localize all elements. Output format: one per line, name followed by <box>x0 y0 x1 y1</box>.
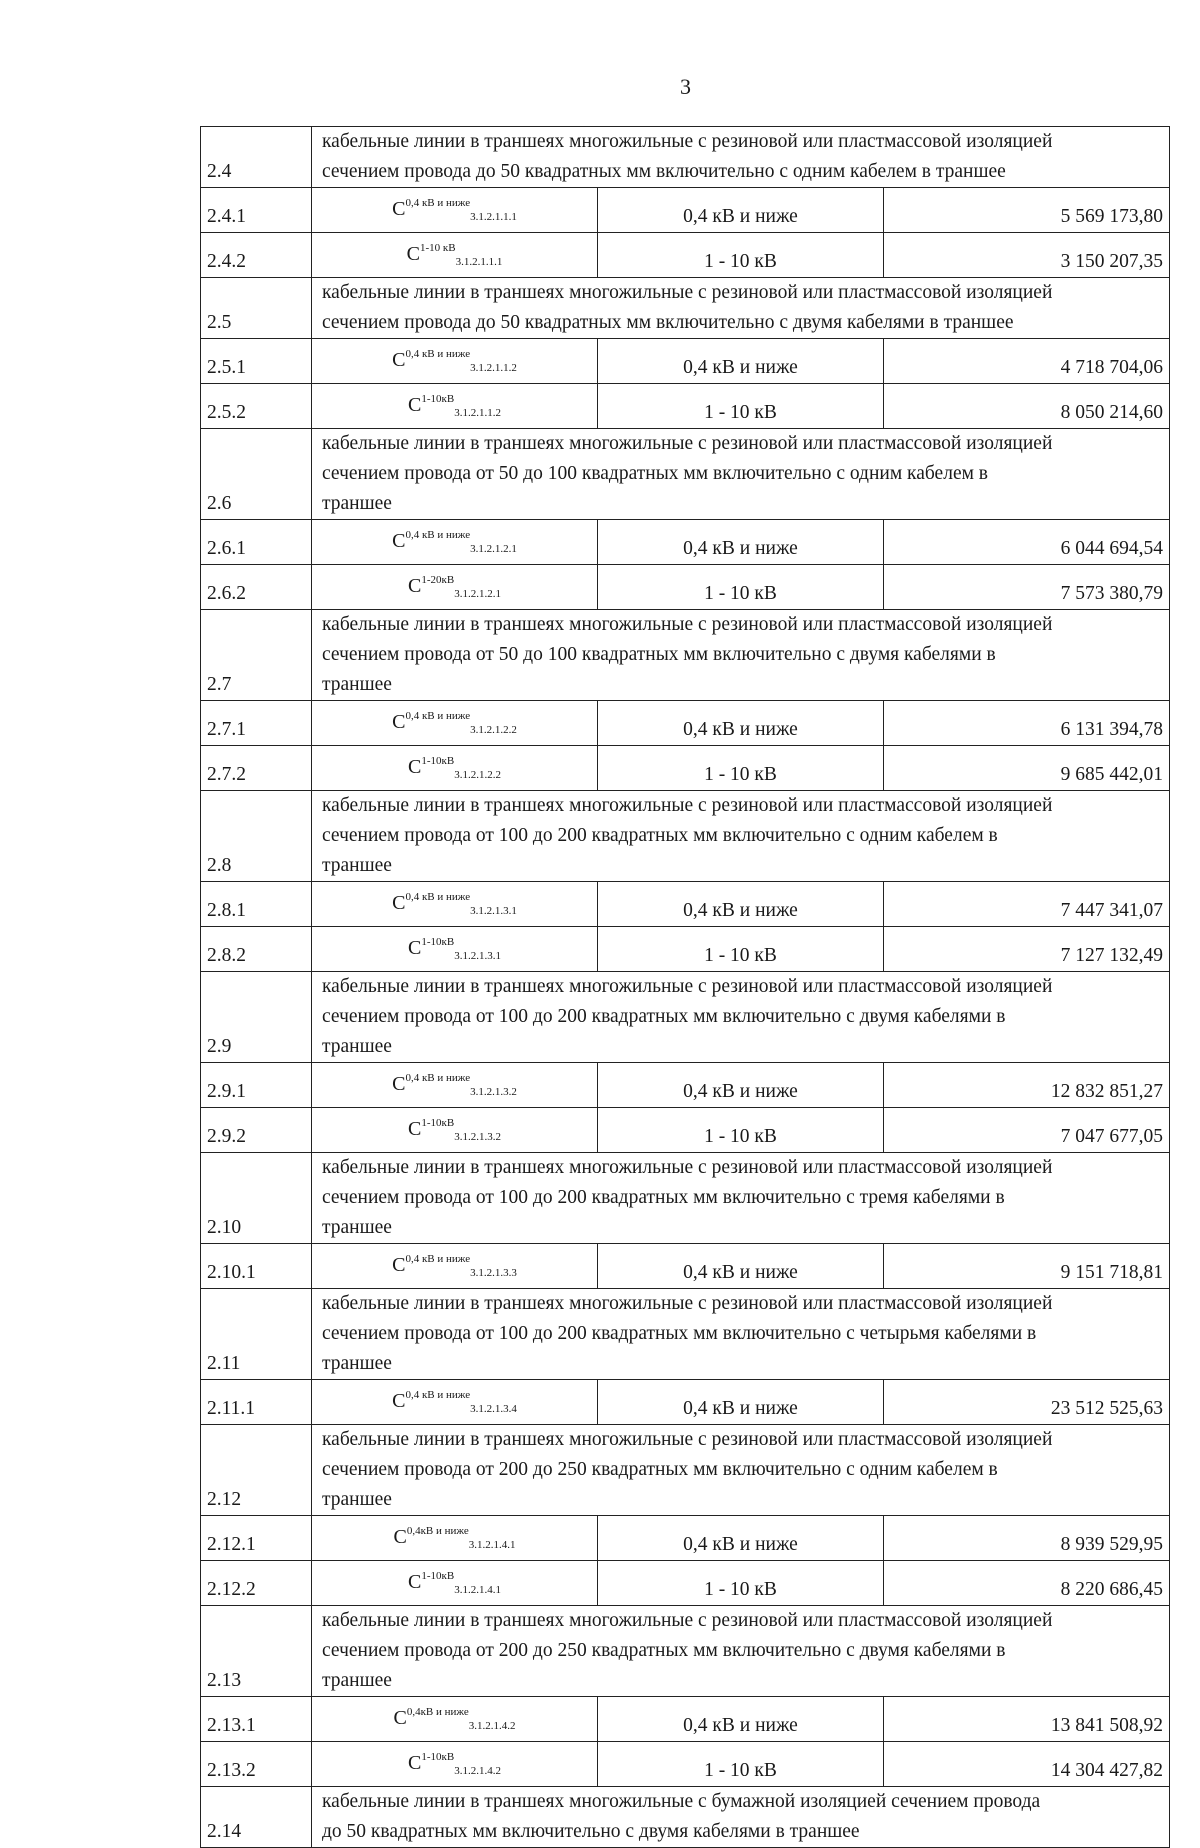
rate-symbol: C <box>393 1526 407 1548</box>
rate-value: 14 304 427,82 <box>884 1742 1170 1787</box>
section-description-line: сечением провода от 100 до 200 квадратных мм включительно с двумя кабелями в <box>322 1006 1006 1027</box>
section-description-line: траншее <box>322 1036 392 1057</box>
rate-designation <box>312 339 598 384</box>
rate-subscript: 3.1.2.1.3.1 <box>470 905 517 917</box>
section-description <box>312 1425 1170 1516</box>
rate-value: 7 127 132,49 <box>884 927 1170 972</box>
row-number: 2.4.1 <box>201 188 312 233</box>
tariff-row <box>201 233 1170 278</box>
rate-superscript: 1-10кВ <box>421 1117 455 1129</box>
section-description <box>312 1787 1170 1848</box>
tariff-row <box>201 746 1170 791</box>
tariff-row <box>201 1516 1170 1561</box>
rate-symbol: C <box>408 575 422 597</box>
section-description-line: до 50 квадратных мм включительно с двумя кабелями в траншее <box>322 1821 860 1842</box>
rate-value: 13 841 508,92 <box>884 1697 1170 1742</box>
rate-value: 8 050 214,60 <box>884 384 1170 429</box>
rate-designation <box>312 746 598 791</box>
voltage-level: 0,4 кВ и ниже <box>598 701 884 746</box>
rate-value: 8 220 686,45 <box>884 1561 1170 1606</box>
tariff-row <box>201 927 1170 972</box>
rate-designation <box>312 1742 598 1787</box>
row-number: 2.13.1 <box>201 1697 312 1742</box>
rate-designation <box>312 701 598 746</box>
section-description-line: сечением провода от 200 до 250 квадратных мм включительно с двумя кабелями в <box>322 1640 1006 1661</box>
section-description-line: траншее <box>322 674 392 695</box>
section-number: 2.13 <box>201 1606 312 1697</box>
rate-value: 6 131 394,78 <box>884 701 1170 746</box>
section-description <box>312 1606 1170 1697</box>
rate-subscript: 3.1.2.1.3.1 <box>454 950 501 962</box>
rate-symbol: C <box>408 1118 422 1140</box>
section-header-row <box>201 1787 1170 1848</box>
rate-value: 12 832 851,27 <box>884 1063 1170 1108</box>
tariff-row <box>201 1742 1170 1787</box>
rate-symbol: C <box>392 349 406 371</box>
rate-symbol: C <box>392 1073 406 1095</box>
section-description-line: кабельные линии в траншеях многожильные с бумажной изоляцией сечением провода <box>322 1791 1041 1812</box>
section-description-line: сечением провода от 100 до 200 квадратных мм включительно с одним кабелем в <box>322 825 998 846</box>
tariff-row <box>201 565 1170 610</box>
rate-designation <box>312 188 598 233</box>
rate-superscript: 1-10 кВ <box>419 242 456 254</box>
rate-symbol: C <box>392 530 406 552</box>
row-number: 2.6.1 <box>201 520 312 565</box>
rate-symbol: C <box>392 1390 406 1412</box>
row-number: 2.13.2 <box>201 1742 312 1787</box>
voltage-level: 1 - 10 кВ <box>598 384 884 429</box>
rate-subscript: 3.1.2.1.1.1 <box>455 256 503 268</box>
row-number: 2.10.1 <box>201 1244 312 1289</box>
section-header-row <box>201 278 1170 339</box>
rate-superscript: 0,4 кВ и ниже <box>405 529 471 541</box>
voltage-level: 1 - 10 кВ <box>598 927 884 972</box>
section-header-row <box>201 429 1170 520</box>
rate-subscript: 3.1.2.1.1.2 <box>454 407 501 419</box>
section-description-line: кабельные линии в траншеях многожильные с резиновой или пластмассовой изоляцией <box>322 1610 1053 1631</box>
voltage-level: 0,4 кВ и ниже <box>598 520 884 565</box>
voltage-level: 0,4 кВ и ниже <box>598 1244 884 1289</box>
rate-value: 5 569 173,80 <box>884 188 1170 233</box>
section-description-line: сечением провода от 100 до 200 квадратных мм включительно с четырьмя кабелями в <box>322 1323 1037 1344</box>
section-description <box>312 1289 1170 1380</box>
rate-superscript: 0,4кВ и ниже <box>406 1525 469 1537</box>
voltage-level: 1 - 10 кВ <box>598 233 884 278</box>
row-number: 2.12.2 <box>201 1561 312 1606</box>
tariff-row <box>201 1108 1170 1153</box>
voltage-level: 0,4 кВ и ниже <box>598 1697 884 1742</box>
rate-value: 23 512 525,63 <box>884 1380 1170 1425</box>
rate-designation <box>312 233 598 278</box>
rate-symbol: C <box>406 243 420 265</box>
rate-subscript: 3.1.2.1.3.2 <box>470 1086 517 1098</box>
rate-designation <box>312 882 598 927</box>
section-description <box>312 278 1170 339</box>
section-description-line: сечением провода от 200 до 250 квадратных мм включительно с одним кабелем в <box>322 1459 998 1480</box>
section-header-row <box>201 1153 1170 1244</box>
section-header-row <box>201 1425 1170 1516</box>
rate-symbol: C <box>408 394 422 416</box>
rate-symbol: C <box>392 1254 406 1276</box>
section-number: 2.9 <box>201 972 312 1063</box>
row-number: 2.12.1 <box>201 1516 312 1561</box>
rate-designation <box>312 1063 598 1108</box>
tariff-row <box>201 701 1170 746</box>
row-number: 2.9.1 <box>201 1063 312 1108</box>
section-description <box>312 791 1170 882</box>
voltage-level: 0,4 кВ и ниже <box>598 188 884 233</box>
voltage-level: 1 - 10 кВ <box>598 746 884 791</box>
rate-designation <box>312 520 598 565</box>
section-header-row <box>201 1289 1170 1380</box>
section-number: 2.14 <box>201 1787 312 1848</box>
rate-superscript: 1-10кВ <box>421 1570 455 1582</box>
rate-designation <box>312 565 598 610</box>
section-description <box>312 127 1170 188</box>
section-description-line: сечением провода до 50 квадратных мм включительно с одним кабелем в траншее <box>322 161 1006 182</box>
row-number: 2.11.1 <box>201 1380 312 1425</box>
section-number: 2.10 <box>201 1153 312 1244</box>
rate-value: 7 573 380,79 <box>884 565 1170 610</box>
section-description-line: сечением провода от 50 до 100 квадратных мм включительно с двумя кабелями в <box>322 644 996 665</box>
section-description-line: траншее <box>322 855 392 876</box>
section-number: 2.8 <box>201 791 312 882</box>
rate-superscript: 0,4 кВ и ниже <box>405 1253 471 1265</box>
rate-subscript: 3.1.2.1.3.4 <box>470 1403 517 1415</box>
rate-superscript: 1-10кВ <box>421 1751 455 1763</box>
section-header-row <box>201 127 1170 188</box>
tariff-table-body <box>201 127 1170 1848</box>
section-number: 2.6 <box>201 429 312 520</box>
section-description-line: кабельные линии в траншеях многожильные с резиновой или пластмассовой изоляцией <box>322 1429 1053 1450</box>
page-number: 3 <box>680 74 691 99</box>
section-description <box>312 610 1170 701</box>
rate-subscript: 3.1.2.1.3.2 <box>454 1131 501 1143</box>
row-number: 2.9.2 <box>201 1108 312 1153</box>
rate-value: 8 939 529,95 <box>884 1516 1170 1561</box>
rate-designation <box>312 1108 598 1153</box>
tariff-row <box>201 1561 1170 1606</box>
section-description-line: кабельные линии в траншеях многожильные с резиновой или пластмассовой изоляцией <box>322 976 1053 997</box>
rate-subscript: 3.1.2.1.2.2 <box>454 769 501 781</box>
tariff-row <box>201 520 1170 565</box>
section-description-line: траншее <box>322 493 392 514</box>
section-description-line: траншее <box>322 1489 392 1510</box>
tariff-row <box>201 1244 1170 1289</box>
section-description-line: кабельные линии в траншеях многожильные с резиновой или пластмассовой изоляцией <box>322 433 1053 454</box>
rate-symbol: C <box>408 937 422 959</box>
rate-subscript: 3.1.2.1.4.1 <box>454 1584 501 1596</box>
section-header-row <box>201 791 1170 882</box>
section-header-row <box>201 1606 1170 1697</box>
row-number: 2.8.1 <box>201 882 312 927</box>
section-number: 2.11 <box>201 1289 312 1380</box>
tariff-row <box>201 1380 1170 1425</box>
section-description <box>312 1153 1170 1244</box>
rate-value: 3 150 207,35 <box>884 233 1170 278</box>
row-number: 2.8.2 <box>201 927 312 972</box>
rate-value: 9 151 718,81 <box>884 1244 1170 1289</box>
section-description-line: кабельные линии в траншеях многожильные с резиновой или пластмассовой изоляцией <box>322 614 1053 635</box>
row-number: 2.5.1 <box>201 339 312 384</box>
rate-superscript: 1-10кВ <box>421 755 455 767</box>
voltage-level: 0,4 кВ и ниже <box>598 1380 884 1425</box>
rate-subscript: 3.1.2.1.4.2 <box>454 1765 501 1777</box>
rate-subscript: 3.1.2.1.4.2 <box>468 1720 516 1732</box>
rate-value: 6 044 694,54 <box>884 520 1170 565</box>
section-description-line: траншее <box>322 1670 392 1691</box>
tariff-row <box>201 1697 1170 1742</box>
section-description-line: кабельные линии в траншеях многожильные с резиновой или пластмассовой изоляцией <box>322 1293 1053 1314</box>
rate-designation <box>312 927 598 972</box>
rate-subscript: 3.1.2.1.2.1 <box>470 543 517 555</box>
rate-superscript: 0,4 кВ и ниже <box>405 891 471 903</box>
rate-symbol: C <box>393 1707 407 1729</box>
rate-superscript: 0,4 кВ и ниже <box>405 197 471 209</box>
rate-designation <box>312 1380 598 1425</box>
voltage-level: 1 - 10 кВ <box>598 1561 884 1606</box>
rate-symbol: C <box>392 711 406 733</box>
section-description <box>312 972 1170 1063</box>
rate-superscript: 0,4кВ и ниже <box>406 1706 469 1718</box>
voltage-level: 0,4 кВ и ниже <box>598 1063 884 1108</box>
rate-subscript: 3.1.2.1.2.2 <box>470 724 517 736</box>
row-number: 2.7.1 <box>201 701 312 746</box>
tariff-row <box>201 339 1170 384</box>
tariff-row <box>201 384 1170 429</box>
rate-superscript: 0,4 кВ и ниже <box>405 710 471 722</box>
voltage-level: 0,4 кВ и ниже <box>598 882 884 927</box>
section-number: 2.7 <box>201 610 312 701</box>
section-number: 2.12 <box>201 1425 312 1516</box>
voltage-level: 0,4 кВ и ниже <box>598 1516 884 1561</box>
rate-superscript: 1-20кВ <box>421 574 455 586</box>
tariff-table <box>200 126 1170 1848</box>
tariff-row <box>201 188 1170 233</box>
section-description-line: сечением провода до 50 квадратных мм включительно с двумя кабелями в траншее <box>322 312 1014 333</box>
rate-superscript: 0,4 кВ и ниже <box>405 348 471 360</box>
rate-value: 9 685 442,01 <box>884 746 1170 791</box>
row-number: 2.7.2 <box>201 746 312 791</box>
rate-value: 7 447 341,07 <box>884 882 1170 927</box>
voltage-level: 1 - 10 кВ <box>598 1108 884 1153</box>
rate-symbol: C <box>408 1571 422 1593</box>
rate-subscript: 3.1.2.1.1.2 <box>470 362 517 374</box>
rate-superscript: 1-10кВ <box>421 393 455 405</box>
rate-symbol: C <box>408 1752 422 1774</box>
rate-subscript: 3.1.2.1.1.1 <box>470 211 517 223</box>
rate-designation <box>312 1697 598 1742</box>
section-header-row <box>201 972 1170 1063</box>
section-description-line: траншее <box>322 1353 392 1374</box>
rate-designation <box>312 1561 598 1606</box>
section-description <box>312 429 1170 520</box>
voltage-level: 0,4 кВ и ниже <box>598 339 884 384</box>
section-number: 2.5 <box>201 278 312 339</box>
section-description-line: кабельные линии в траншеях многожильные с резиновой или пластмассовой изоляцией <box>322 795 1053 816</box>
rate-subscript: 3.1.2.1.4.1 <box>468 1539 516 1551</box>
rate-value: 7 047 677,05 <box>884 1108 1170 1153</box>
voltage-level: 1 - 10 кВ <box>598 1742 884 1787</box>
rate-subscript: 3.1.2.1.3.3 <box>470 1267 517 1279</box>
rate-symbol: C <box>408 756 422 778</box>
rate-subscript: 3.1.2.1.2.1 <box>454 588 501 600</box>
rate-superscript: 1-10кВ <box>421 936 455 948</box>
row-number: 2.4.2 <box>201 233 312 278</box>
section-description-line: сечением провода от 100 до 200 квадратных мм включительно с тремя кабелями в <box>322 1187 1005 1208</box>
rate-designation <box>312 1244 598 1289</box>
voltage-level: 1 - 10 кВ <box>598 565 884 610</box>
rate-symbol: C <box>392 892 406 914</box>
rate-symbol: C <box>392 198 406 220</box>
section-description-line: кабельные линии в траншеях многожильные с резиновой или пластмассовой изоляцией <box>322 131 1053 152</box>
rate-superscript: 0,4 кВ и ниже <box>405 1072 471 1084</box>
rate-superscript: 0,4 кВ и ниже <box>405 1389 471 1401</box>
tariff-row <box>201 882 1170 927</box>
section-number: 2.4 <box>201 127 312 188</box>
section-header-row <box>201 610 1170 701</box>
row-number: 2.5.2 <box>201 384 312 429</box>
rate-designation <box>312 1516 598 1561</box>
rate-value: 4 718 704,06 <box>884 339 1170 384</box>
section-description-line: траншее <box>322 1217 392 1238</box>
tariff-row <box>201 1063 1170 1108</box>
section-description-line: кабельные линии в траншеях многожильные с резиновой или пластмассовой изоляцией <box>322 1157 1053 1178</box>
row-number: 2.6.2 <box>201 565 312 610</box>
section-description-line: кабельные линии в траншеях многожильные с резиновой или пластмассовой изоляцией <box>322 282 1053 303</box>
section-description-line: сечением провода от 50 до 100 квадратных мм включительно с одним кабелем в <box>322 463 989 484</box>
rate-designation <box>312 384 598 429</box>
